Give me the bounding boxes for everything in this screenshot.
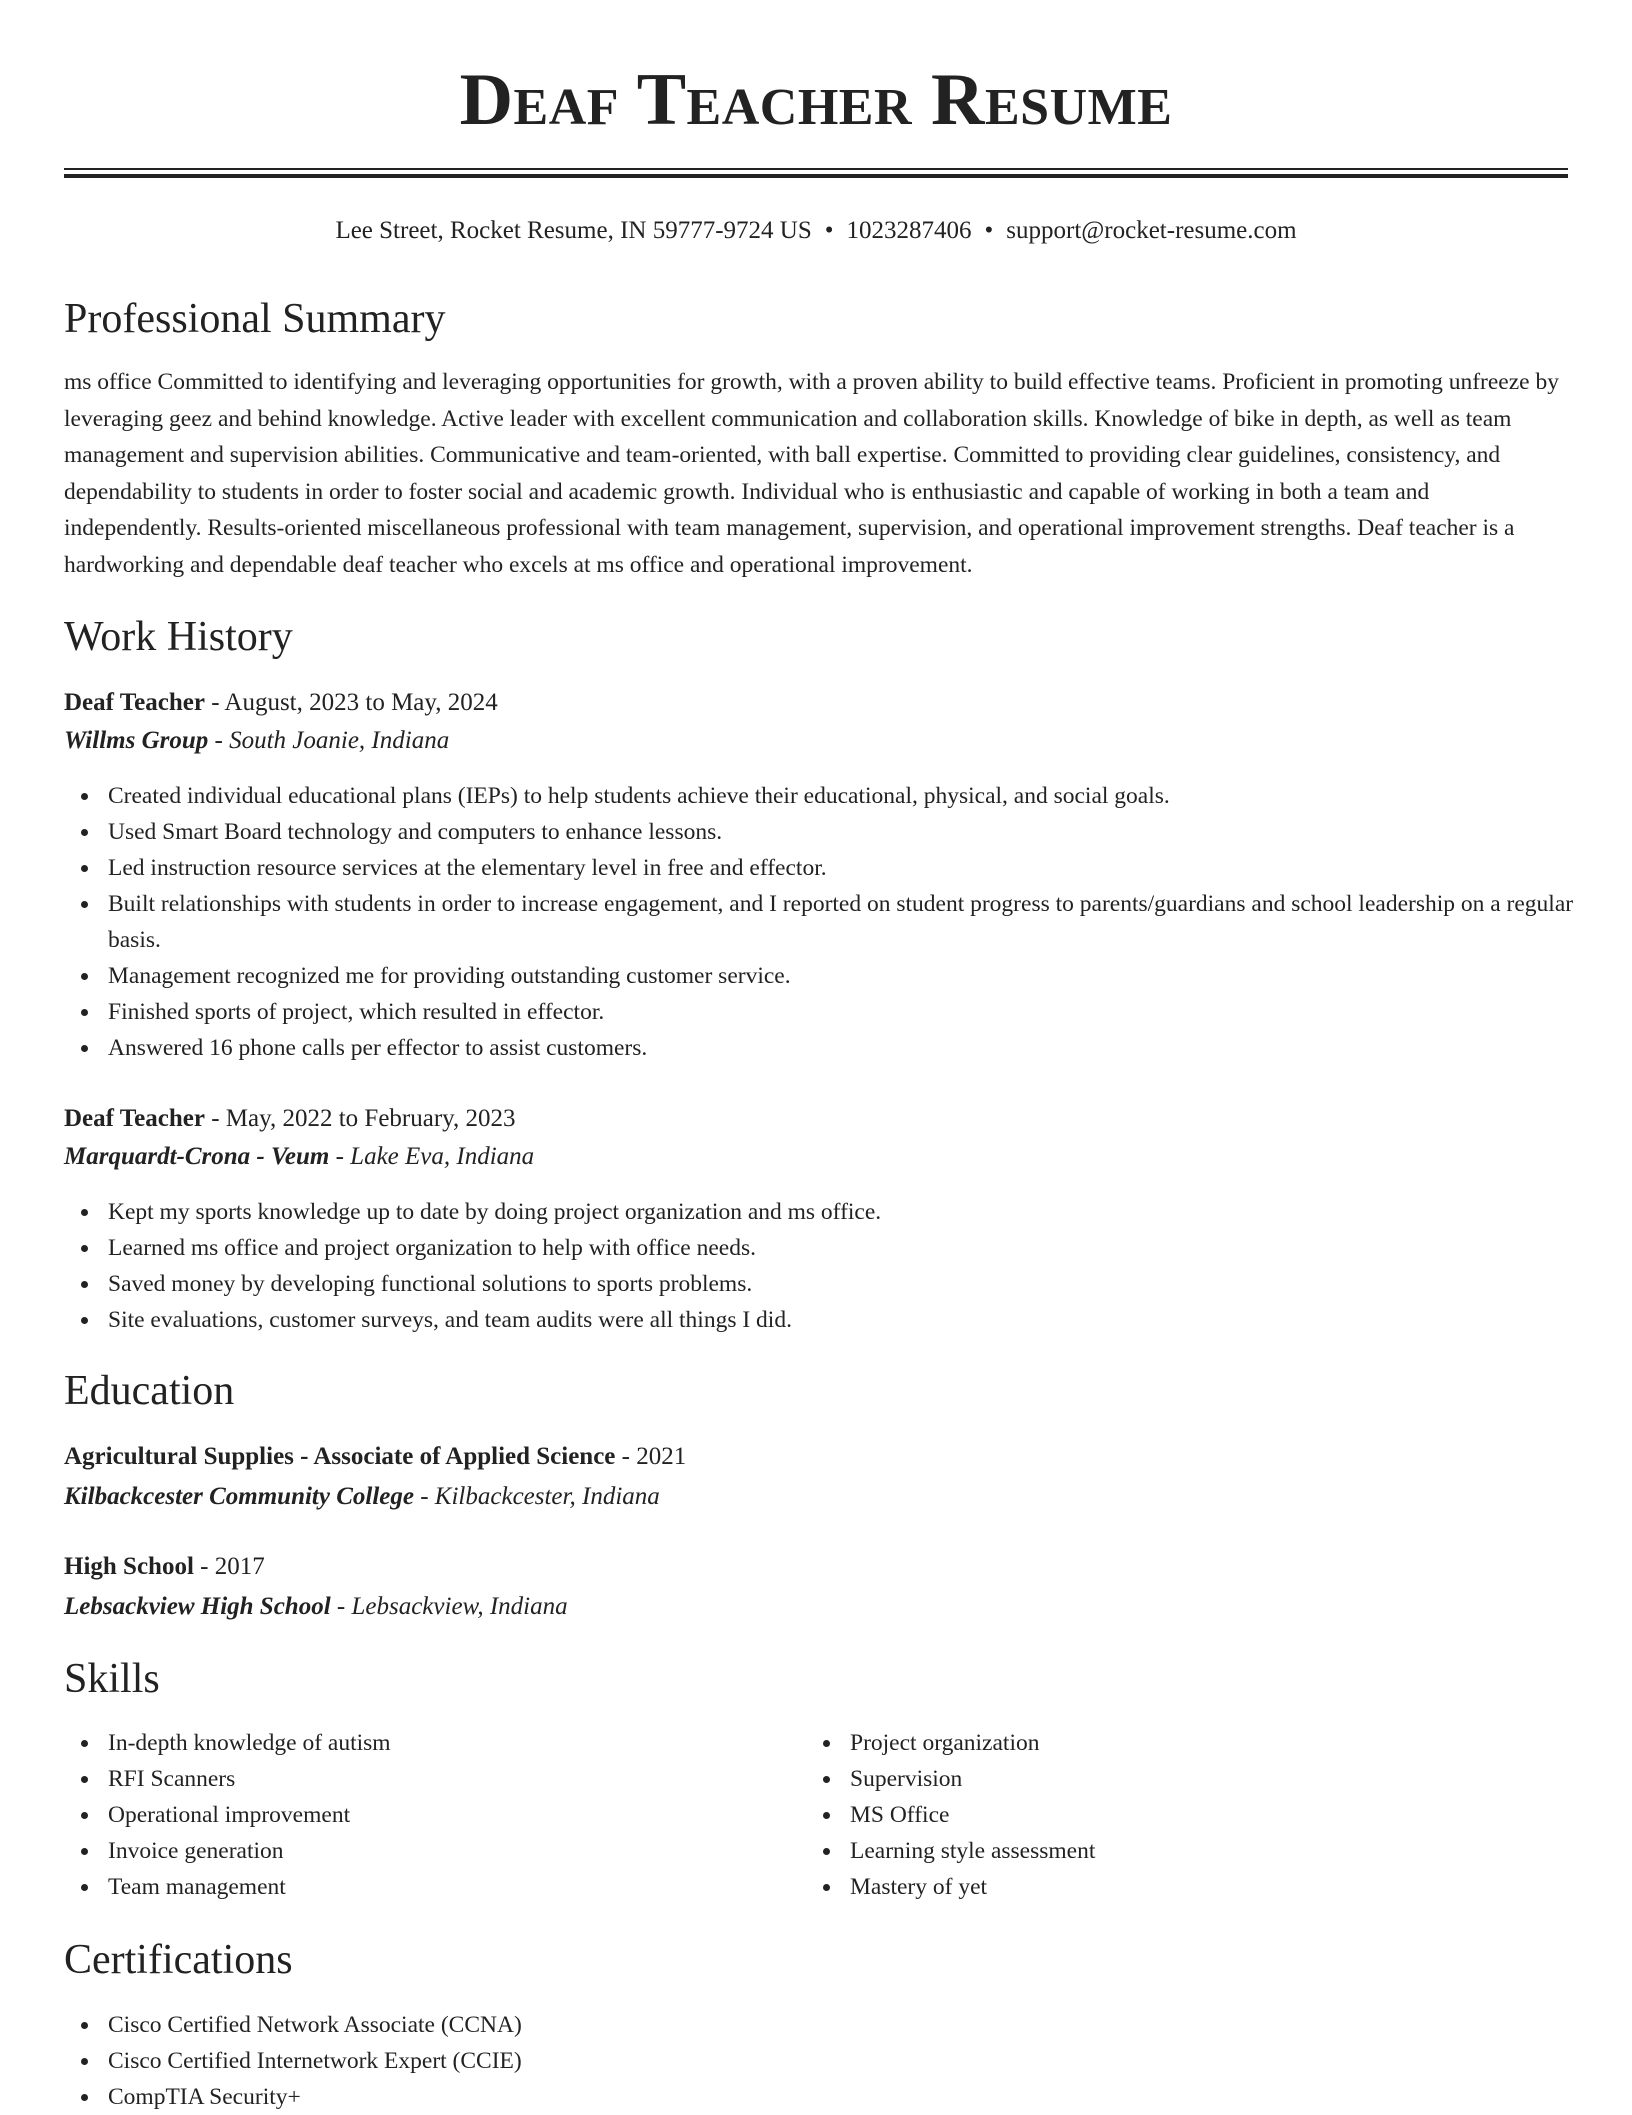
education-1-year: - 2021 xyxy=(615,1443,687,1470)
job-1-location: - South Joanie, Indiana xyxy=(208,727,450,754)
education-2-org xyxy=(64,1589,1568,1625)
skill-item: Invoice generation xyxy=(108,1833,808,1869)
skill-item: Operational improvement xyxy=(108,1797,808,1833)
title-divider-thick xyxy=(64,174,1568,178)
resume-page xyxy=(64,0,1574,2110)
education-1-degree: Agricultural Supplies - Associate of Applied Science xyxy=(64,1443,616,1470)
education-2-year: - 2017 xyxy=(193,1553,265,1580)
education-1-location: - Kilbackcester, Indiana xyxy=(413,1483,660,1510)
job-2-bullets xyxy=(64,1194,1612,1338)
job-2-bullet: Kept my sports knowledge up to date by doing project organization and ms office. xyxy=(108,1194,1612,1230)
contact-email: support@rocket-resume.com xyxy=(1006,217,1297,244)
job-2-org xyxy=(64,1139,1568,1175)
skills-list-left xyxy=(64,1725,808,1905)
work-history-heading: Work History xyxy=(64,614,293,660)
certifications-heading: Certifications xyxy=(64,1937,293,1983)
skill-item: Project organization xyxy=(850,1725,1550,1761)
certification-item: Cisco Certified Network Associate (CCNA) xyxy=(108,2007,1612,2043)
job-2-bullet: Learned ms office and project organization to help with office needs. xyxy=(108,1230,1612,1266)
job-1-title: Deaf Teacher xyxy=(64,689,205,716)
education-1-header xyxy=(64,1439,1568,1475)
title-divider-thin xyxy=(64,168,1568,170)
skill-item: Mastery of yet xyxy=(850,1869,1550,1905)
job-1-bullet: Management recognized me for providing outstanding customer service. xyxy=(108,958,1612,994)
education-heading: Education xyxy=(64,1368,235,1414)
job-1-dates: - August, 2023 to May, 2024 xyxy=(204,689,498,716)
job-1-bullet: Answered 16 phone calls per effector to assist customers. xyxy=(108,1030,1612,1066)
education-2-location: - Lebsackview, Indiana xyxy=(330,1593,568,1620)
education-1-org xyxy=(64,1479,1568,1515)
skill-item: Supervision xyxy=(850,1761,1550,1797)
job-2-header xyxy=(64,1101,1568,1137)
resume-title: Deaf Teacher Resume xyxy=(459,59,1173,141)
job-2-company: Marquardt-Crona - Veum xyxy=(64,1143,330,1170)
job-1-org xyxy=(64,723,1568,759)
job-2-location: - Lake Eva, Indiana xyxy=(329,1143,535,1170)
contact-line xyxy=(64,214,1568,248)
contact-separator: • xyxy=(824,217,834,244)
skill-item: In-depth knowledge of autism xyxy=(108,1725,808,1761)
summary-text: ms office Committed to identifying and leveraging opportunities for growth, with a proven ability to build effective teams. Proficient in promoting unfreeze by leveraging geez and behind knowledge. Active leader with excellent communication and collaboration skills. Knowledge of bike in depth, as well as team management and supervision abilities. Communicative and team-oriented, with ball expertise. Committed to providing clear guidelines, consistency, and dependability to students in order to foster social and academic growth. Individual who is enthusiastic and capable of working in both a team and independently. Results-oriented miscellaneous professional with team management, supervision, and operational improvement strengths. Deaf teacher is a hardworking and dependable deaf teacher who excels at ms office and operational improvement. xyxy=(64,369,1559,578)
job-1-bullet: Built relationships with students in order to increase engagement, and I reported on student progress to parents/guardians and school leadership on a regular basis. xyxy=(108,886,1612,958)
education-1-school: Kilbackcester Community College xyxy=(64,1483,414,1510)
job-1-header xyxy=(64,685,1568,721)
summary-heading: Professional Summary xyxy=(64,296,446,342)
skill-item: Learning style assessment xyxy=(850,1833,1550,1869)
job-1-bullet: Led instruction resource services at the elementary level in free and effector. xyxy=(108,850,1612,886)
contact-phone: 1023287406 xyxy=(846,217,972,244)
certification-item: Cisco Certified Internetwork Expert (CCIE) xyxy=(108,2043,1612,2079)
skill-item: MS Office xyxy=(850,1797,1550,1833)
education-2-degree: High School xyxy=(64,1553,194,1580)
education-2-header xyxy=(64,1549,1568,1585)
skill-item: RFI Scanners xyxy=(108,1761,808,1797)
certifications-list xyxy=(64,2007,1612,2115)
job-2-dates: - May, 2022 to February, 2023 xyxy=(204,1105,516,1132)
job-2-bullet: Site evaluations, customer surveys, and team audits were all things I did. xyxy=(108,1302,1612,1338)
job-1-bullets xyxy=(64,778,1612,1066)
skills-list-right xyxy=(806,1725,1550,1905)
job-1-bullet: Finished sports of project, which resulted in effector. xyxy=(108,994,1612,1030)
education-2-school: Lebsackview High School xyxy=(64,1593,331,1620)
skills-heading: Skills xyxy=(64,1656,160,1702)
contact-separator: • xyxy=(984,217,994,244)
contact-address: Lee Street, Rocket Resume, IN 59777-9724 US xyxy=(335,217,812,244)
job-1-company: Willms Group xyxy=(64,727,209,754)
job-1-bullet: Created individual educational plans (IEPs) to help students achieve their educational, physical, and social goals. xyxy=(108,778,1612,814)
certification-item: CompTIA Security+ xyxy=(108,2079,1612,2115)
job-2-bullet: Saved money by developing functional solutions to sports problems. xyxy=(108,1266,1612,1302)
skill-item: Team management xyxy=(108,1869,808,1905)
job-2-title: Deaf Teacher xyxy=(64,1105,205,1132)
job-1-bullet: Used Smart Board technology and computers to enhance lessons. xyxy=(108,814,1612,850)
